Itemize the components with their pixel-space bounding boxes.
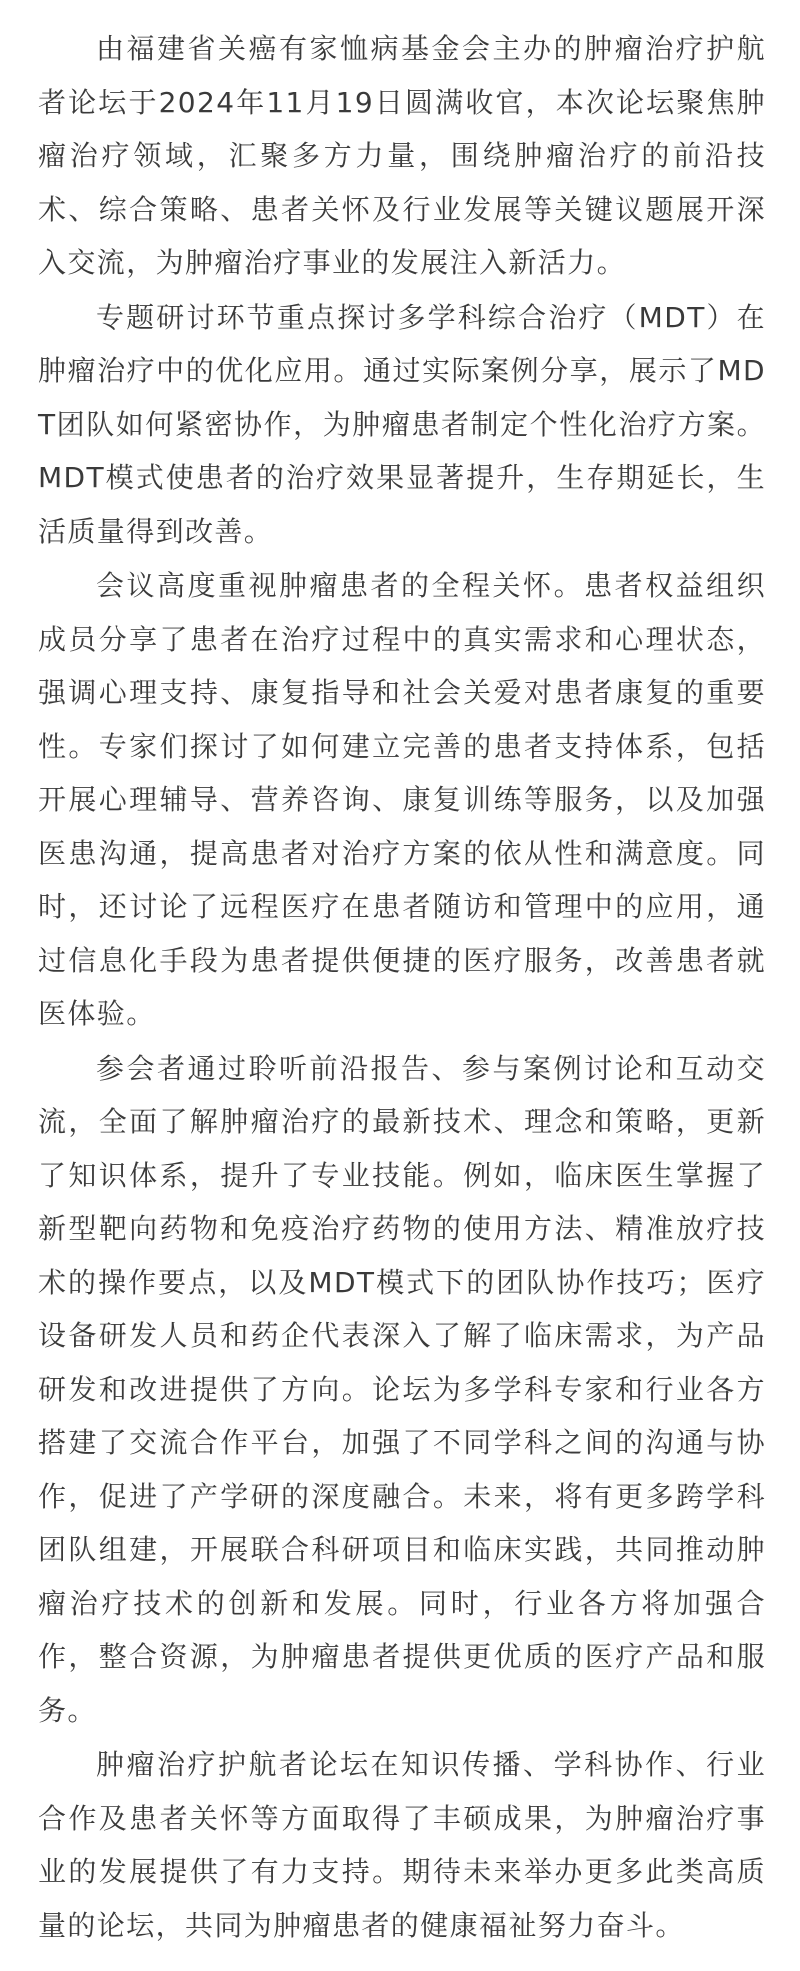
paragraph-mdt-session: 专题研讨环节重点探讨多学科综合治疗（MDT）在肿瘤治疗中的优化应用。通过实际案例分享，展示了MDT团队如何紧密协作，为肿瘤患者制定个性化治疗方案。MDT模式使患者的治疗效果显著提升，生存期延长，生活质量得到改善。 [38, 300, 766, 548]
paragraph-conclusion: 肿瘤治疗护航者论坛在知识传播、学科协作、行业合作及患者关怀等方面取得了丰硕成果，为肿瘤治疗事业的发展提供了有力支持。期待未来举办更多此类高质量的论坛，共同为肿瘤患者的健康福祉努力奋斗。 [38, 1748, 766, 1942]
paragraph-forum-intro: 由福建省关癌有家恤病基金会主办的肿瘤治疗护航者论坛于2024年11月19日圆满收官，本次论坛聚焦肿瘤治疗领域，汇聚多方力量，围绕肿瘤治疗的前沿技术、综合策略、患者关怀及行业发展等关键议题展开深入交流，为肿瘤治疗事业的发展注入新活力。 [38, 32, 766, 279]
paragraph-patient-care: 会议高度重视肿瘤患者的全程关怀。患者权益组织成员分享了患者在治疗过程中的真实需求和心理状态，强调心理支持、康复指导和社会关爱对患者康复的重要性。专家们探讨了如何建立完善的患者支持体系，包括开展心理辅导、营养咨询、康复训练等服务，以及加强医患沟通，提高患者对治疗方案的依从性和满意度。同时，还讨论了远程医疗在患者随访和管理中的应用，通过信息化手段为患者提供便捷的医疗服务，改善患者就医体验。 [38, 569, 766, 1030]
paragraph-participant-gains: 参会者通过聆听前沿报告、参与案例讨论和互动交流，全面了解肿瘤治疗的最新技术、理念和策略，更新了知识体系，提升了专业技能。例如，临床医生掌握了新型靶向药物和免疫治疗药物的使用方法、精准放疗技术的操作要点，以及MDT模式下的团队协作技巧；医疗设备研发人员和药企代表深入了解了临床需求，为产品研发和改进提供了方向。论坛为多学科专家和行业各方搭建了交流合作平台，加强了不同学科之间的沟通与协作，促进了产学研的深度融合。未来，将有更多跨学科团队组建，开展联合科研项目和临床实践，共同推动肿瘤治疗技术的创新和发展。同时，行业各方将加强合作，整合资源，为肿瘤患者提供更优质的医疗产品和服务。 [38, 1051, 766, 1727]
